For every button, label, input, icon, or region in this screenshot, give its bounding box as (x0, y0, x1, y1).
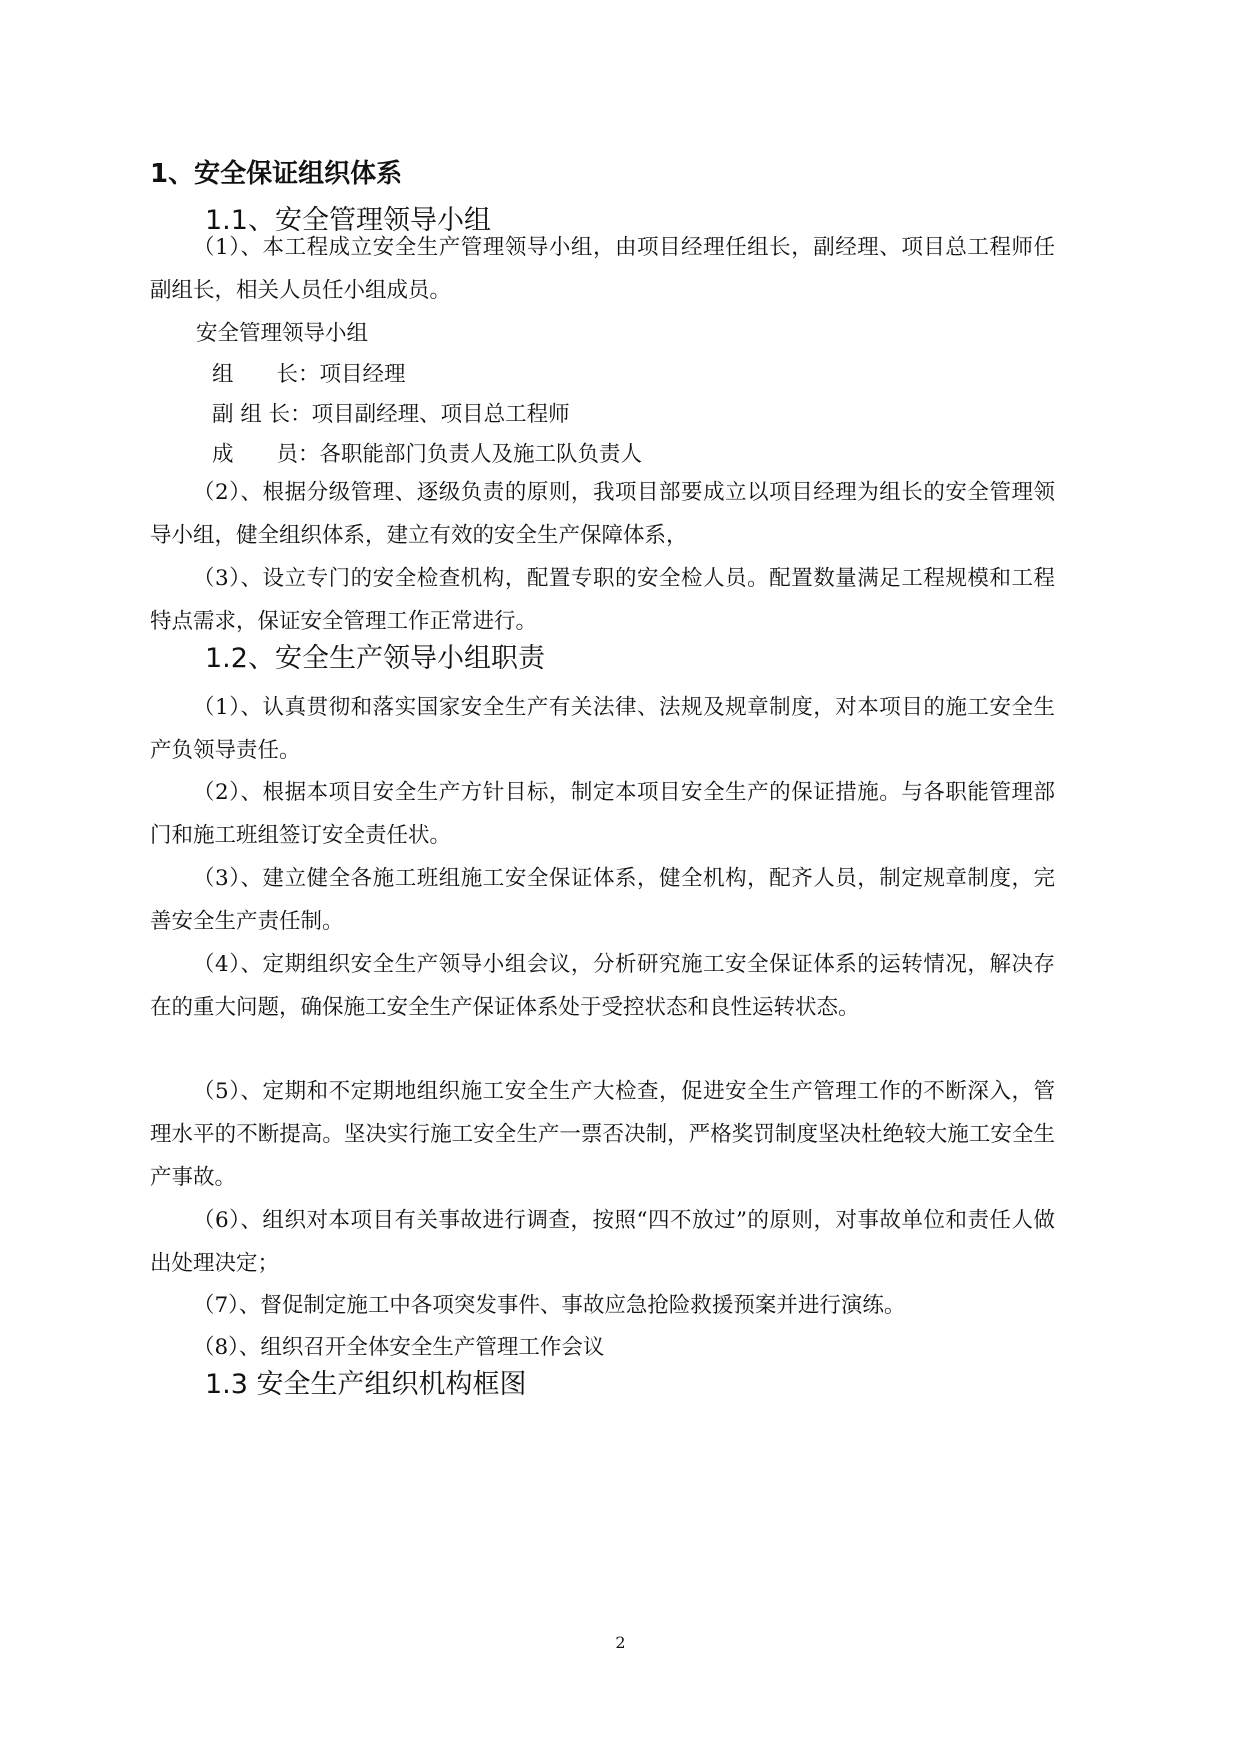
paragraph: （3）、设立专门的安全检查机构，配置专职的安全检人员。配置数量满足工程规模和工程特点需求，保证安全管理工作正常进行。 (150, 566, 1055, 634)
subsection-title-1-2: 1.2、安全生产领导小组职责 (205, 643, 545, 674)
page-number: 2 (615, 1633, 626, 1652)
paragraph: （3）、建立健全各施工班组施工安全保证体系，健全机构，配齐人员，制定规章制度，完善安全生产责任制。 (150, 866, 1055, 934)
paragraph: （1）、本工程成立安全生产管理领导小组，由项目经理任组长，副经理、项目总工程师任副组长，相关人员任小组成员。 (150, 235, 1055, 303)
paragraph: （4）、定期组织安全生产领导小组会议，分析研究施工安全保证体系的运转情况，解决存在的重大问题，确保施工安全生产保证体系处于受控状态和良性运转状态。 (150, 952, 1055, 1020)
paragraph: （5）、定期和不定期地组织施工安全生产大检查，促进安全生产管理工作的不断深入，管理水平的不断提高。坚决实行施工安全生产一票否决制，严格奖罚制度坚决杜绝较大施工安全生产事故。 (150, 1079, 1055, 1190)
paragraph: （7）、督促制定施工中各项突发事件、事故应急抢险救援预案并进行演练。 (193, 1293, 906, 1318)
subsection-title-1-1: 1.1、安全管理领导小组 (205, 205, 491, 236)
paragraph: （1）、认真贯彻和落实国家安全生产有关法律、法规及规章制度，对本项目的施工安全生产负领导责任。 (150, 695, 1055, 763)
paragraph: （8）、组织召开全体安全生产管理工作会议 (193, 1335, 605, 1360)
paragraph: （2）、根据分级管理、逐级负责的原则，我项目部要成立以项目经理为组长的安全管理领导小组，健全组织体系，建立有效的安全生产保障体系， (150, 480, 1055, 548)
paragraph: （6）、组织对本项目有关事故进行调查，按照“四不放过”的原则，对事故单位和责任人做出处理决定； (150, 1208, 1055, 1276)
members-line: 成 员：各职能部门负责人及施工队负责人 (212, 442, 643, 467)
group-title: 安全管理领导小组 (196, 321, 369, 346)
subsection-title-1-3: 1.3 安全生产组织机构框图 (205, 1369, 527, 1400)
leader-line: 组 长：项目经理 (212, 362, 406, 387)
paragraph: （2）、根据本项目安全生产方针目标，制定本项目安全生产的保证措施。与各职能管理部门和施工班组签订安全责任状。 (150, 780, 1055, 848)
section-title: 1、安全保证组织体系 (150, 159, 403, 189)
deputy-line: 副 组 长：项目副经理、项目总工程师 (212, 402, 570, 427)
